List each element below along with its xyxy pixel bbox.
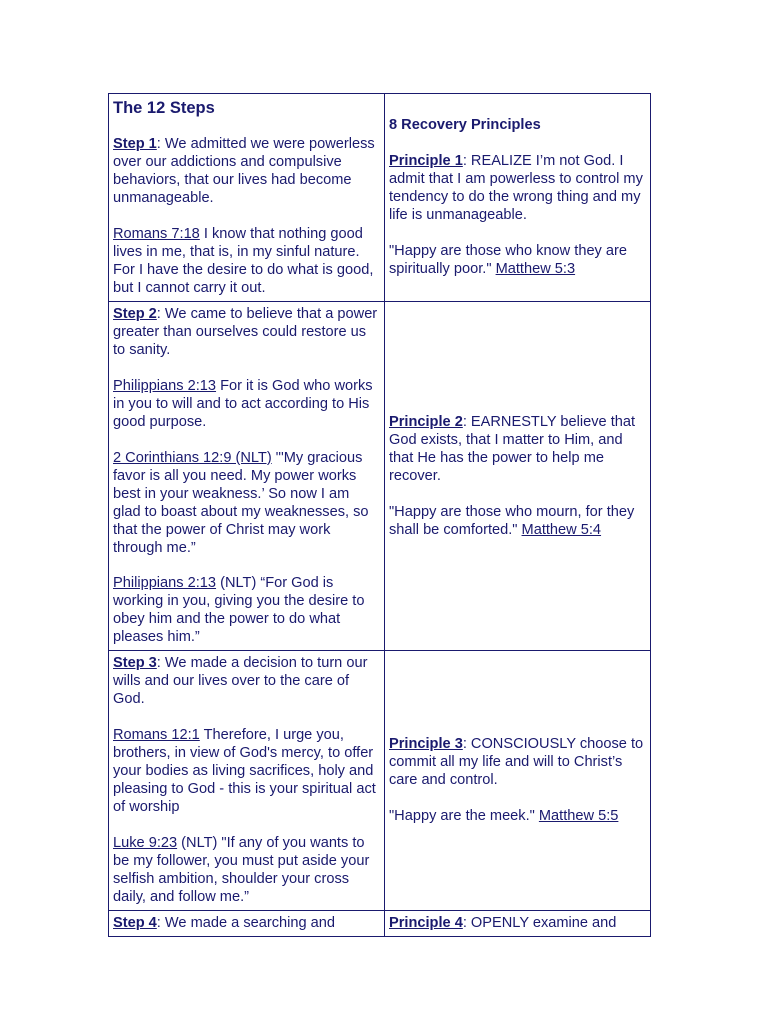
principle-paragraph (389, 152, 646, 224)
beatitude-ref-link[interactable]: Matthew 5:5 (538, 808, 619, 824)
principle-paragraph (389, 413, 646, 485)
principle-label: Principle 2 (389, 413, 463, 430)
verse-ref-link[interactable]: Philippians 2:13 (113, 378, 217, 394)
principle-label: Principle 4 (389, 915, 463, 931)
beatitude-text: "Happy are those who know they are spiritually poor." (389, 243, 628, 277)
step-label: Step 3 (113, 655, 157, 671)
step-paragraph (113, 654, 380, 708)
principle-label: Principle 3 (389, 736, 463, 752)
principle-label: Principle 1 (389, 153, 463, 169)
table-row (109, 911, 651, 937)
beatitude-paragraph (389, 503, 646, 539)
principle-cell (385, 651, 651, 911)
steps-principles-table (108, 93, 651, 937)
principle-text: : CONSCIOUSLY choose to commit all my life and will to Christ’s care and control. (389, 736, 644, 788)
step-text: : We made a searching and (156, 915, 336, 931)
step-label: Step 4 (113, 915, 157, 931)
step-label: Step 1 (113, 136, 157, 152)
principle-cell (385, 302, 651, 651)
verse-text: (NLT) "If any of you wants to be my follower, you must put aside your selfish ambition, shoulder your cross daily, and follow me.” (113, 835, 370, 905)
verse-ref-link[interactable]: 2 Corinthians 12:9 (NLT) (113, 450, 272, 466)
verse-ref-link[interactable]: Philippians 2:13 (113, 575, 217, 591)
twelve-steps-title: The 12 Steps (113, 99, 215, 117)
step-label: Step 2 (113, 306, 157, 322)
step-cell (109, 302, 385, 651)
beatitude-text: "Happy are those who mourn, for they shall be comforted." (389, 503, 635, 538)
verse-ref-link[interactable]: Romans 7:18 (113, 226, 200, 242)
verse-paragraph (113, 834, 380, 906)
principle-paragraph (389, 735, 646, 789)
verse-text: For it is God who works in you to will and to act according to His good purpose. (113, 378, 373, 430)
beatitude-paragraph (389, 242, 646, 278)
verse-paragraph (113, 726, 380, 816)
verse-text: Therefore, I urge you, brothers, in view of God's mercy, to offer your bodies as living sacrifices, holy and pleasing to God - this is your spiritual act of worship (113, 727, 376, 815)
step-text: : We made a decision to turn our wills and our lives over to the care of God. (113, 655, 368, 707)
table-row (109, 651, 651, 911)
principle-text: : REALIZE I’m not God. I admit that I am powerless to control my tendency to do the wrong thing and my life is unmanageable. (389, 153, 643, 223)
beatitude-text: "Happy are the meek." (389, 808, 539, 824)
verse-paragraph (113, 377, 380, 431)
verse-ref-link[interactable]: Luke 9:23 (113, 835, 178, 851)
recovery-principles-title: 8 Recovery Principles (389, 117, 541, 133)
step-paragraph (113, 135, 380, 207)
verse-ref-link[interactable]: Romans 12:1 (113, 727, 200, 743)
principle-text: : EARNESTLY believe that God exists, that I matter to Him, and that He has the power to help me recover. (389, 413, 636, 484)
step-paragraph (113, 305, 380, 359)
verse-text: I know that nothing good lives in me, that is, in my sinful nature. For I have the desire to do what is good, but I cannot carry it out. (113, 226, 374, 296)
verse-text: "'My gracious favor is all you need. My power works best in your weakness.’ So now I am glad to boast about my weaknesses, so that the power of Christ may work through me.” (113, 450, 369, 556)
beatitude-paragraph (389, 807, 646, 825)
verse-paragraph (113, 574, 380, 646)
step-text: : We came to believe that a power greater than ourselves could restore us to sanity. (113, 306, 378, 358)
beatitude-ref-link[interactable]: Matthew 5:3 (495, 261, 576, 277)
step-paragraph (113, 914, 380, 932)
principle-text: : OPENLY examine and (462, 915, 617, 931)
verse-paragraph (113, 225, 380, 297)
verse-text: (NLT) “For God is working in you, giving you the desire to obey him and the power to do what pleases him.” (113, 575, 365, 645)
table-row (109, 94, 651, 302)
step-cell (109, 911, 385, 937)
principle-cell (385, 94, 651, 302)
verse-paragraph (113, 449, 380, 557)
step-text: : We admitted we were powerless over our addictions and compulsive behaviors, that our lives had become unmanageable. (113, 136, 375, 206)
principle-paragraph (389, 914, 646, 932)
principle-cell (385, 911, 651, 937)
table-row (109, 302, 651, 651)
step-cell (109, 94, 385, 302)
beatitude-ref-link[interactable]: Matthew 5:4 (521, 521, 602, 538)
step-cell (109, 651, 385, 911)
